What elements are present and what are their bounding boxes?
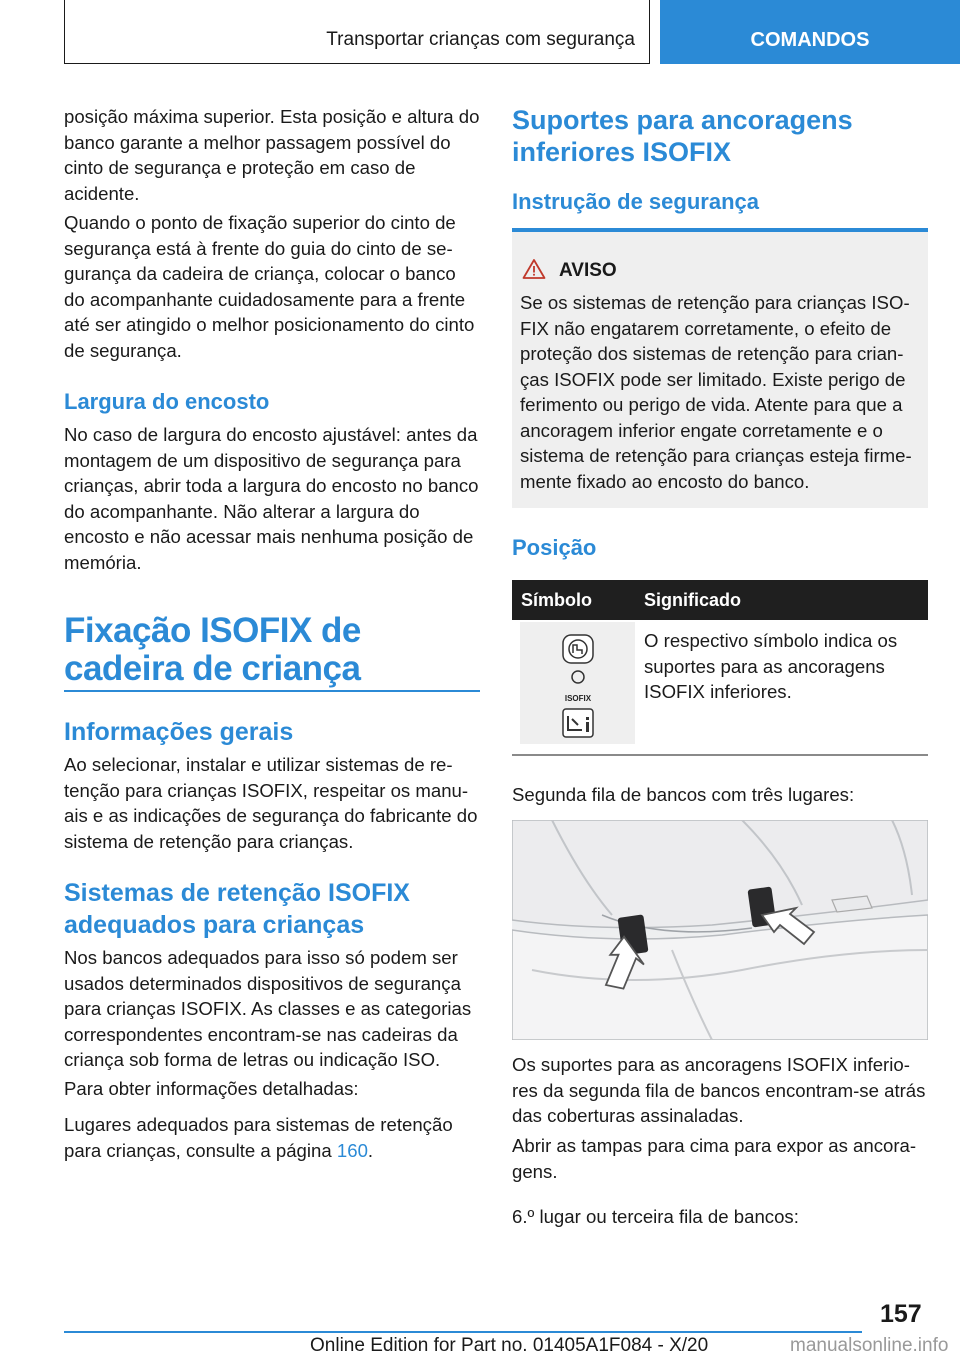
symbol-table-header [512, 580, 928, 620]
paragraph-open-covers: Abrir as tampas para cima para expor as ancoragens. [512, 1135, 917, 1182]
paragraph-belt-anchor: Quando o ponto de fixação superior do cinto de segurança está à frente do guia do cinto de segurança da cadeira de criança, colocar o banco do acompanhante cuidadosamente para a frente até ser atingido o melhor posicionamento do cinto de segurança. [64, 212, 475, 361]
paragraph-seat-position: posição máxima superior. Esta posição e altura do banco garante a melhor passagem possível do cinto de segurança e proteção em caso de acidente. [64, 106, 480, 204]
column-symbol: Símbolo [521, 590, 592, 610]
warning-title: AVISO [559, 260, 617, 281]
isofix-symbol-cell [520, 622, 635, 744]
reference-end: . [367, 1139, 374, 1161]
symbol-meaning: O respectivo símbolo indica os suportes para as ancoragens ISOFIX inferiores. [644, 630, 898, 702]
heading-isofix-systems: Sistemas de retenção ISOFIX adequados para crianças [64, 879, 410, 939]
paragraph-third-row: 6.º lugar ou terceira fila de bancos: [512, 1206, 799, 1227]
page-number: 157 [880, 1300, 922, 1328]
warning-triangle-icon [522, 258, 546, 280]
column-meaning: Significado [644, 590, 742, 610]
footer-edition: Online Edition for Part no. 01405A1F084 - X/20 [310, 1335, 709, 1356]
isofix-anchor-photo [512, 820, 928, 1040]
warning-box [512, 228, 928, 508]
heading-general-info: Informações gerais [64, 718, 294, 746]
heading-isofix-fixation: Fixação ISOFIX de cadeira de criança [64, 611, 361, 688]
heading-underline [64, 690, 480, 692]
paragraph-anchor-location: Os suportes para as ancoragens ISOFIX inferiores da segunda fila de bancos encontram-se atrás das coberturas assinaladas. [512, 1054, 926, 1126]
paragraph-backrest-width: No caso de largura do encosto ajustável: antes da montagem de um dispositivo de segurança para crianças, abrir toda a largura do encosto no banco do acompanhante. Não alterar a largura do encosto e não acessar mais nenhuma posição de memória. [64, 424, 479, 573]
warning-text: Se os sistemas de retenção para crianças ISOFIX não engatarem corretamente, o efeito de proteção dos sistemas de retenção para crianças ISOFIX pode ser limitado. Existe perigo de ferimento ou perigo de vida. Atente para que a ancoragem inferior engate corretamente e o sistema de retenção para crianças esteja firmemente fixado ao encosto do banco. [520, 292, 912, 492]
heading-backrest-width: Largura do encosto [64, 389, 270, 414]
section-title: Transportar crianças com segurança [64, 0, 650, 64]
paragraph-reference [64, 1112, 480, 1163]
paragraph-isofix-systems: Nos bancos adequados para isso só podem ser usados determinados dispositivos de segurança para crianças ISOFIX. As classes e as categorias correspondentes encontram-se nas cadeiras da criança sob forma de letras ou indicação ISO. [64, 947, 472, 1070]
isofix-label: ISOFIX [564, 694, 592, 703]
paragraph-details-intro: Para obter informações detalhadas: [64, 1078, 359, 1099]
table-bottom-border [512, 754, 928, 756]
heading-isofix-anchors: Suportes para ancoragens inferiores ISOFIX [512, 105, 853, 167]
heading-position: Posição [512, 535, 597, 560]
paragraph-second-row: Segunda fila de bancos com três lugares: [512, 784, 855, 805]
footer-watermark: manualsonline.info [790, 1335, 949, 1356]
footer-rule [64, 1331, 862, 1333]
chapter-tab[interactable]: COMANDOS [660, 0, 960, 64]
paragraph-general-info: Ao selecionar, instalar e utilizar sistemas de retenção para crianças ISOFIX, respeitar os manuais e as indicações de segurança do fabricante do sistema de retenção para crianças. [64, 754, 478, 852]
reference-text: Lugares adequados para sistemas de retenção para crianças, consulte a página [64, 1114, 453, 1161]
heading-safety-instruction: Instrução de segurança [512, 189, 759, 214]
isofix-symbol-icon [520, 622, 635, 744]
page-link[interactable]: 160 [336, 1139, 368, 1161]
